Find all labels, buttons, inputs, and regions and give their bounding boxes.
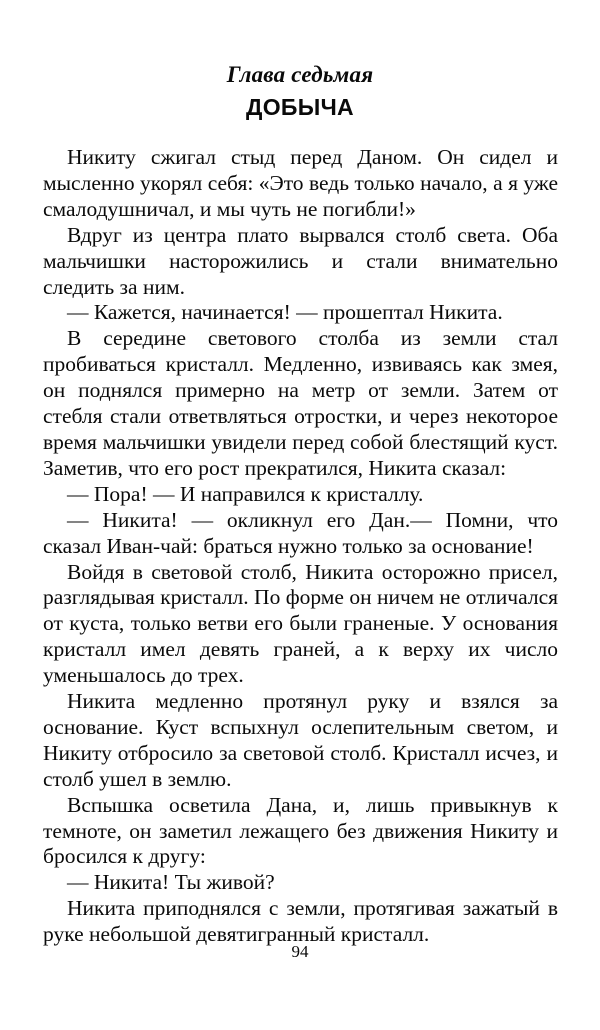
paragraph: — Кажется, начинается! — прошептал Никита. [67, 300, 503, 325]
paragraph: Никита приподнялся с земли, протягивая зажатый в руке небольшой девятигранный кристалл. [43, 896, 558, 947]
paragraph: Вспышка осветила Дана, и, лишь привыкнув к темноте, он заметил лежащего без движения Никиту и бросился к другу: [43, 792, 558, 869]
paragraph: Войдя в световой столб, Никита осторожно присел, разглядывая кристалл. По форме он ничем не отличался от куста, только ветви его были граненые. У основания кристалл имел девять граней, а к верху их число уменьшалось до трех. [43, 559, 558, 688]
paragraph: В середине светового столба из земли стал пробиваться кристалл. Медленно, извиваясь как змея, он поднялся примерно на метр от земли. Затем от стебля стали ответвляться отростки, и через некоторое время мальчишки увидели перед собой блестящий куст. Заметив, что его рост прекратился, Никита сказал: [43, 326, 558, 480]
chapter-title: ДОБЫЧА [246, 94, 354, 120]
paragraph: Никита медленно протянул руку и взялся за основание. Куст вспыхнул ослепительным светом, и Никиту отбросило за световой столб. Кристалл исчез, и столб ушел в землю. [43, 689, 558, 791]
paragraph: — Никита! — окликнул его Дан.— Помни, что сказал Иван-чай: браться нужно только за основание! [43, 507, 558, 558]
paragraph: Никиту сжигал стыд перед Даном. Он сидел и мысленно укорял себя: «Это ведь только начало, а я уже смалодушничал, и мы чуть не погибли!» [43, 145, 558, 221]
paragraph: — Никита! Ты живой? [67, 870, 275, 895]
chapter-body [43, 145, 558, 948]
paragraph: — Пора! — И направился к кристаллу. [67, 481, 424, 506]
page-number: 94 [291, 942, 309, 961]
chapter-label: Глава седьмая [226, 62, 374, 87]
paragraph: Вдруг из центра плато вырвался столб света. Оба мальчишки насторожились и стали внимательно следить за ним. [43, 222, 558, 299]
